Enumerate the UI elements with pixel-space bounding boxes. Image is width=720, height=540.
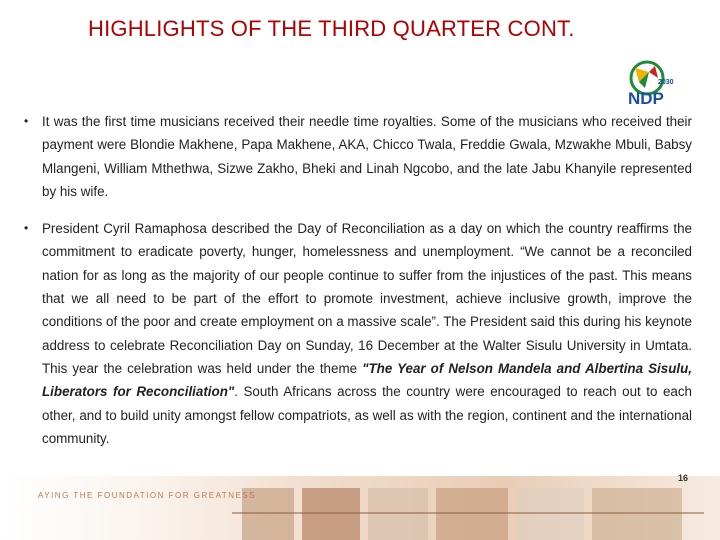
bullet-list xyxy=(24,110,692,464)
logo-text: NDP xyxy=(628,89,664,108)
ndp-logo xyxy=(624,58,688,108)
footer-photo xyxy=(436,488,508,540)
bullet-item xyxy=(24,217,692,450)
bullet-text xyxy=(42,217,692,450)
page-number: 16 xyxy=(678,473,689,483)
bullet-marker: • xyxy=(24,114,29,128)
slide-title: HIGHLIGHTS OF THE THIRD QUARTER CONT. xyxy=(88,16,575,41)
bullet-marker: • xyxy=(24,221,29,236)
footer-photo xyxy=(592,488,682,540)
footer-photo xyxy=(302,488,360,540)
footer-tagline: AYING THE FOUNDATION FOR GREATNESS xyxy=(38,491,256,500)
bullet-item xyxy=(24,110,692,203)
bullet-text-before: President Cyril Ramaphosa described the Day of Reconciliation as a day on which the country reaffirms the commitment to eradicate poverty, hunger, homelessness and unemployment. “We cannot be a reconciled nation for as long as the majority of our people continue to suffer from the injustices of the past. This means that we all need to be part of the effort to promote investment, achieve inclusive growth, improve the conditions of the poor and create employment on a massive scale”. The President said this during his keynote address to celebrate Reconciliation Day on Sunday, 16 December at the Walter Sisulu University in Umtata. This year the celebration was held under the theme xyxy=(42,221,692,376)
bullet-text: It was the first time musicians received their needle time royalties. Some of the musicians who received their payment were Blondie Makhene, Papa Makhene, AKA, Chicco Twala, Freddie Gwala, Mzwakhe Mbuli, Babsy Mlangeni, William Mthethwa, Sizwe Zakho, Bheki and Linah Ngcobo, and the late Jabu Khanyile represented by his wife. xyxy=(42,114,692,199)
footer-photo xyxy=(516,488,584,540)
footer-photo xyxy=(368,488,428,540)
logo-year: 2030 xyxy=(658,79,674,86)
bullet-text-after: . South Africans across the country were encouraged to reach out to each other, and to build unity amongst fellow compatriots, as well as with the region, continent and the international community. xyxy=(42,384,692,446)
celebration-theme: "The Year of Nelson Mandela and Albertina Sisulu, Liberators for Reconciliation" xyxy=(42,360,692,400)
footer-divider xyxy=(232,512,704,514)
